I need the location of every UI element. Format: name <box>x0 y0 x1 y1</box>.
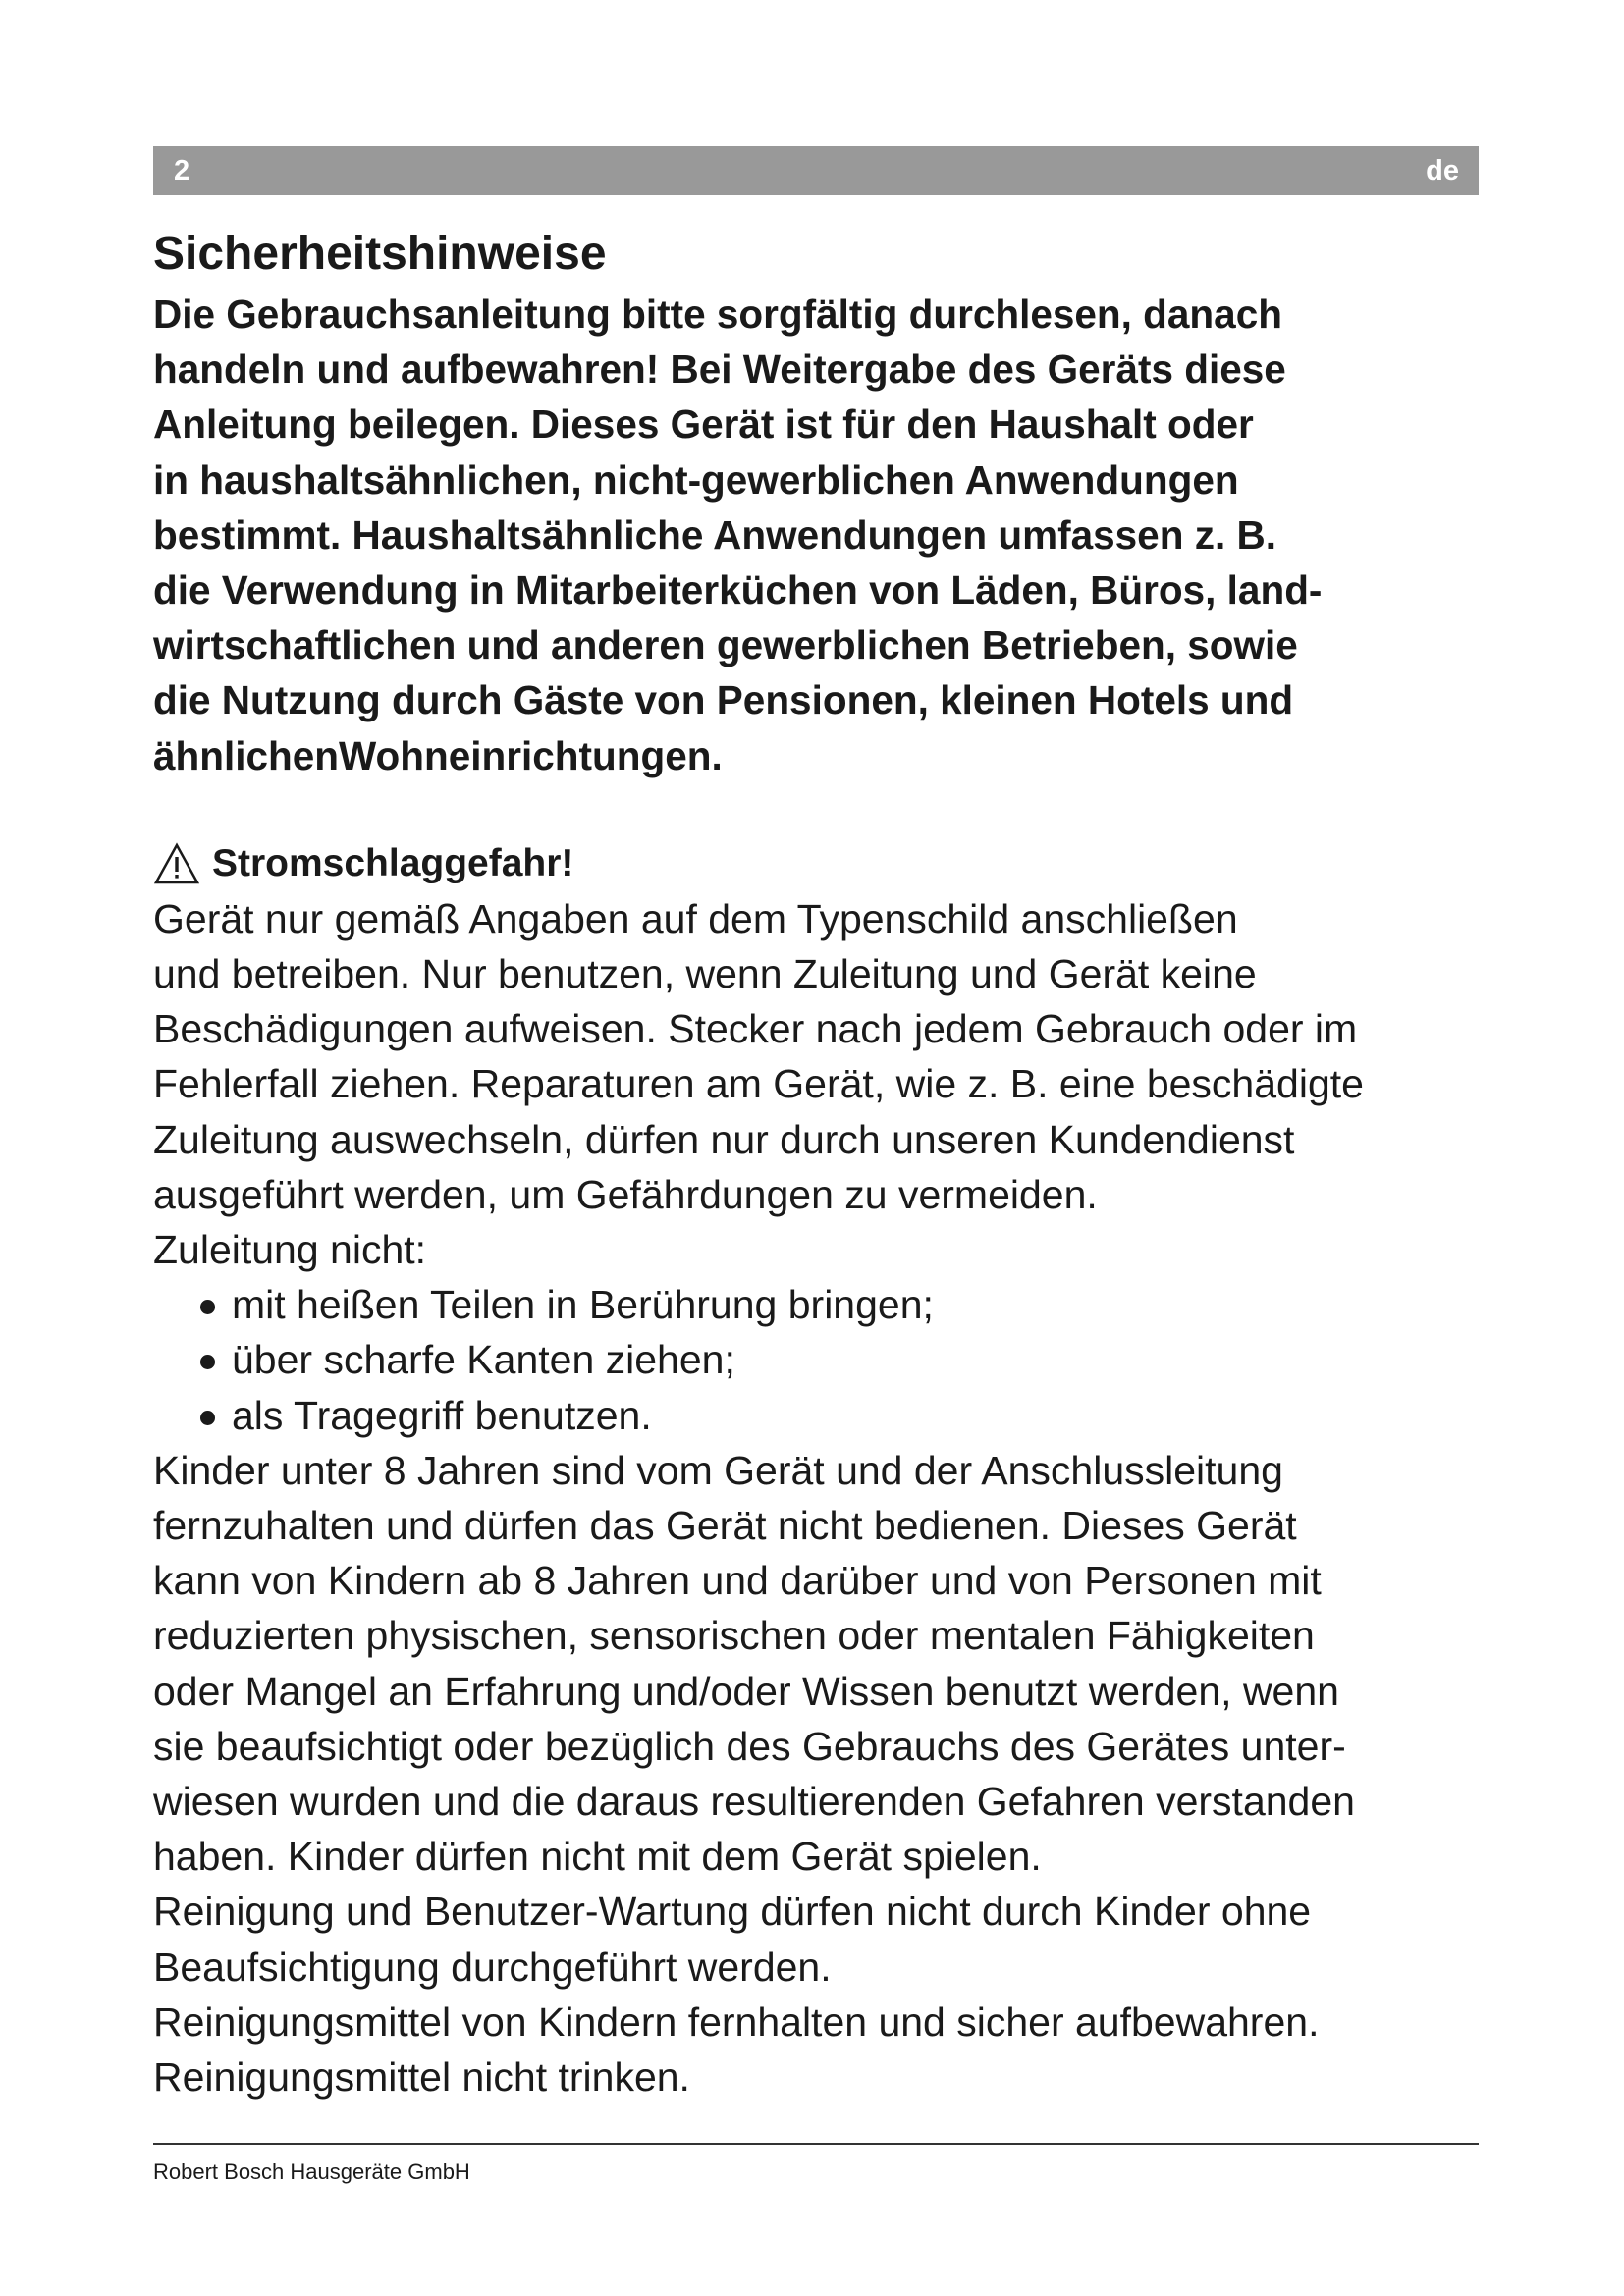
warning-heading-text: Stromschlaggefahr! <box>212 841 574 884</box>
text-line: Zuleitung auswechseln, dürfen nur durch unseren Kundendienst <box>153 1116 1295 1162</box>
page-header-bar <box>153 146 1479 195</box>
list-item <box>153 1277 1489 1332</box>
text-line: wiesen wurden und die daraus resultierenden Gefahren verstanden <box>153 1779 1355 1825</box>
text-line: Fehlerfall ziehen. Reparaturen am Gerät, wie z. B. eine beschädigte <box>153 1061 1364 1107</box>
text-line: Zuleitung nicht: <box>153 1227 427 1273</box>
cleaning-paragraph <box>153 1884 1489 1994</box>
detergent-paragraph <box>153 1995 1489 2105</box>
intro-line: die Verwendung in Mitarbeiterküchen von Läden, Büros, land- <box>153 567 1323 614</box>
text-line: und betreiben. Nur benutzen, wenn Zuleitung und Gerät keine <box>153 951 1257 997</box>
text-line: haben. Kinder dürfen nicht mit dem Gerät spielen. <box>153 1834 1042 1880</box>
list-item-text: über scharfe Kanten ziehen; <box>232 1337 735 1383</box>
footer-company: Robert Bosch Hausgeräte GmbH <box>153 2160 470 2184</box>
children-paragraph <box>153 1443 1489 1885</box>
intro-line: die Nutzung durch Gäste von Pensionen, kleinen Hotels und <box>153 677 1294 723</box>
warning-paragraph <box>153 891 1489 1277</box>
page-number: 2 <box>174 155 190 187</box>
intro-paragraph <box>153 287 1489 783</box>
list-item <box>153 1332 1489 1387</box>
warning-heading <box>153 836 1489 891</box>
text-line: Beaufsichtigung durchgeführt werden. <box>153 1944 832 1990</box>
cable-warning-list <box>153 1277 1489 1443</box>
intro-line: handeln und aufbewahren! Bei Weitergabe des Geräts diese <box>153 347 1286 393</box>
warning-triangle-icon <box>153 842 200 885</box>
bullet-icon <box>200 1411 215 1425</box>
intro-line: ähnlichenWohneinrichtungen. <box>153 732 723 778</box>
list-item <box>153 1388 1489 1443</box>
text-line: Reinigungsmittel nicht trinken. <box>153 2055 690 2101</box>
footer-divider <box>153 2143 1479 2145</box>
text-line: Kinder unter 8 Jahren sind vom Gerät und der Anschlussleitung <box>153 1447 1283 1493</box>
text-line: Reinigungsmittel von Kindern fernhalten und sicher aufbewahren. <box>153 1999 1320 2045</box>
text-line: Gerät nur gemäß Angaben auf dem Typenschild anschließen <box>153 895 1238 941</box>
text-line: kann von Kindern ab 8 Jahren und darüber und von Personen mit <box>153 1558 1322 1604</box>
text-line: oder Mangel an Erfahrung und/oder Wissen benutzt werden, wenn <box>153 1668 1339 1714</box>
text-line: Beschädigungen aufweisen. Stecker nach jedem Gebrauch oder im <box>153 1006 1358 1052</box>
intro-line: Anleitung beilegen. Dieses Gerät ist für den Haushalt oder <box>153 401 1254 448</box>
intro-line: in haushaltsähnlichen, nicht-gewerblichen Anwendungen <box>153 456 1239 503</box>
text-line: reduzierten physischen, sensorischen oder mentalen Fähigkeiten <box>153 1613 1315 1659</box>
page-content <box>153 222 1489 2105</box>
language-code: de <box>1426 155 1459 187</box>
text-line: fernzuhalten und dürfen das Gerät nicht bedienen. Dieses Gerät <box>153 1503 1297 1549</box>
list-item-text: mit heißen Teilen in Berührung bringen; <box>232 1282 934 1328</box>
intro-line: Die Gebrauchsanleitung bitte sorgfältig durchlesen, danach <box>153 292 1282 337</box>
list-item-text: als Tragegriff benutzen. <box>232 1392 652 1438</box>
intro-line: bestimmt. Haushaltsähnliche Anwendungen umfassen z. B. <box>153 511 1276 558</box>
text-line: ausgeführt werden, um Gefährdungen zu vermeiden. <box>153 1171 1098 1217</box>
intro-line: wirtschaftlichen und anderen gewerblichen Betrieben, sowie <box>153 622 1298 668</box>
text-line: Reinigung und Benutzer-Wartung dürfen nicht durch Kinder ohne <box>153 1889 1312 1935</box>
section-title: Sicherheitshinweise <box>153 228 607 280</box>
text-line: sie beaufsichtigt oder bezüglich des Gebrauchs des Gerätes unter- <box>153 1723 1346 1769</box>
